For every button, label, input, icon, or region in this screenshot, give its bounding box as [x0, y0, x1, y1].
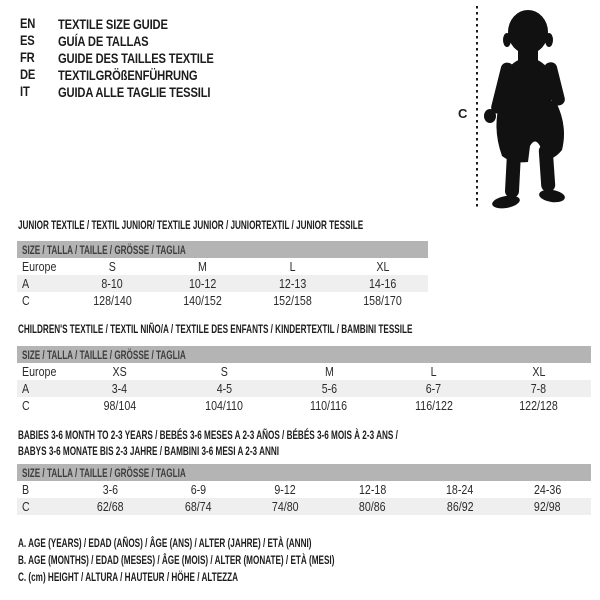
size-cell: 3-4	[111, 381, 128, 396]
size-cell: 74/80	[271, 499, 299, 514]
size-cell: 8-10	[101, 276, 123, 291]
row-label: A	[22, 276, 30, 291]
size-cell: 110/116	[310, 398, 348, 413]
language-row	[20, 49, 253, 66]
size-cell: 86/92	[446, 499, 474, 514]
size-cell: 4-5	[216, 381, 232, 396]
size-header-band	[17, 464, 591, 481]
table-row	[17, 258, 428, 275]
size-cell: 10-12	[188, 276, 217, 291]
toddler-body	[484, 10, 566, 210]
size-header-band	[17, 241, 428, 258]
row-label: B	[22, 482, 30, 497]
size-cell: L	[289, 259, 296, 274]
children-table	[17, 346, 591, 414]
size-cell: XL	[532, 364, 546, 379]
size-cell: 18-24	[446, 482, 474, 497]
table-row	[17, 498, 591, 515]
footnote-a: A. AGE (YEARS) / EDAD (AÑOS) / ÂGE (ANS) / ALTER (JAHRE) / ETÀ (ANNI)	[18, 535, 312, 550]
size-cell: 98/104	[103, 398, 136, 413]
table-row	[17, 363, 591, 380]
language-code: IT	[20, 82, 30, 99]
size-header-band	[17, 346, 591, 363]
footnotes	[18, 534, 483, 585]
size-cell: S	[108, 259, 116, 274]
size-header-label: SIZE / TALLA / TAILLE / GRÖSSE / TAGLIA	[22, 347, 186, 362]
size-cell: 158/170	[363, 293, 403, 308]
junior-table	[17, 241, 428, 309]
size-cell: M	[197, 259, 207, 274]
table-row	[17, 292, 428, 309]
size-cell: 152/158	[273, 293, 312, 308]
language-code: EN	[20, 14, 36, 31]
children-table-title: CHILDREN'S TEXTILE / TEXTIL NIÑO/A / TEXTILE DES ENFANTS / KINDERTEXTIL / BAMBINI TESSILE	[18, 322, 413, 336]
size-cell: 122/128	[519, 398, 558, 413]
row-label: A	[22, 381, 30, 396]
size-cell: 128/140	[92, 293, 132, 308]
table-row	[17, 397, 591, 414]
row-label: C	[22, 499, 30, 514]
size-header-label: SIZE / TALLA / TAILLE / GRÖSSE / TAGLIA	[22, 465, 186, 480]
footnote-b: B. AGE (MONTHS) / EDAD (MESES) / ÂGE (MOIS) / ALTER (MONATE) / ETÀ (MESI)	[18, 552, 335, 567]
size-cell: 104/110	[205, 398, 244, 413]
size-header-label: SIZE / TALLA / TAILLE / GRÖSSE / TAGLIA	[22, 242, 186, 257]
language-title: GUÍA DE TALLAS	[58, 32, 149, 49]
language-code: FR	[20, 48, 35, 65]
size-cell: 116/122	[414, 398, 453, 413]
size-cell: 80/86	[359, 499, 387, 514]
babies-title-line2: BABYS 3-6 MONATE BIS 2-3 JAHRE / BAMBINI 3-6 MESI A 2-3 ANNI	[18, 444, 280, 458]
size-cell: XS	[112, 364, 127, 379]
table-row	[17, 275, 428, 292]
language-title: TEXTILGRÖßENFÜHRUNG	[58, 66, 198, 83]
size-cell: 5-6	[321, 381, 337, 396]
babies-table-title	[18, 427, 398, 459]
size-cell: 7-8	[530, 381, 547, 396]
language-list	[20, 15, 253, 100]
table-row	[17, 481, 591, 498]
babies-table	[17, 464, 591, 515]
row-label: Europe	[22, 364, 57, 379]
language-code: DE	[20, 65, 36, 82]
size-cell: 24-36	[533, 482, 561, 497]
language-row	[20, 66, 253, 83]
size-cell: M	[324, 364, 334, 379]
language-title: GUIDA ALLE TAGLIE TESSILI	[58, 83, 211, 100]
row-label: C	[22, 398, 30, 413]
size-cell: 12-18	[359, 482, 387, 497]
size-cell: 9-12	[274, 482, 297, 497]
size-cell: 14-16	[369, 276, 397, 291]
footnote-c: C. (cm) HEIGHT / ALTURA / HAUTEUR / HÖHE / ALTEZZA	[18, 569, 239, 584]
row-label: Europe	[22, 259, 57, 274]
size-cell: 140/152	[183, 293, 222, 308]
language-title: TEXTILE SIZE GUIDE	[58, 15, 168, 32]
language-code: ES	[20, 31, 35, 48]
size-cell: S	[220, 364, 228, 379]
language-row	[20, 32, 253, 49]
height-measure-label: C	[458, 106, 468, 121]
babies-title-line1: BABIES 3-6 MONTH TO 2-3 YEARS / BEBÉS 3-6 MESES A 2-3 AÑOS / BÉBÉS 3-6 MOIS À 2-3 ANS /	[18, 428, 398, 442]
table-row	[17, 380, 591, 397]
size-cell: 92/98	[533, 499, 561, 514]
size-cell: 3-6	[102, 482, 119, 497]
toddler-silhouette-icon	[450, 4, 598, 214]
junior-table-title: JUNIOR TEXTILE / TEXTIL JUNIOR/ TEXTILE JUNIOR / JUNIORTEXTIL / JUNIOR TESSILE	[18, 218, 364, 232]
size-cell: 12-13	[278, 276, 307, 291]
size-cell: L	[430, 364, 437, 379]
size-cell: 62/68	[97, 499, 125, 514]
row-label: C	[22, 293, 30, 308]
size-cell: 6-7	[426, 381, 442, 396]
language-row	[20, 15, 253, 32]
language-title: GUIDE DES TAILLES TEXTILE	[58, 49, 214, 66]
size-cell: XL	[376, 259, 390, 274]
language-row	[20, 83, 253, 100]
size-cell: 6-9	[190, 482, 206, 497]
size-cell: 68/74	[184, 499, 212, 514]
